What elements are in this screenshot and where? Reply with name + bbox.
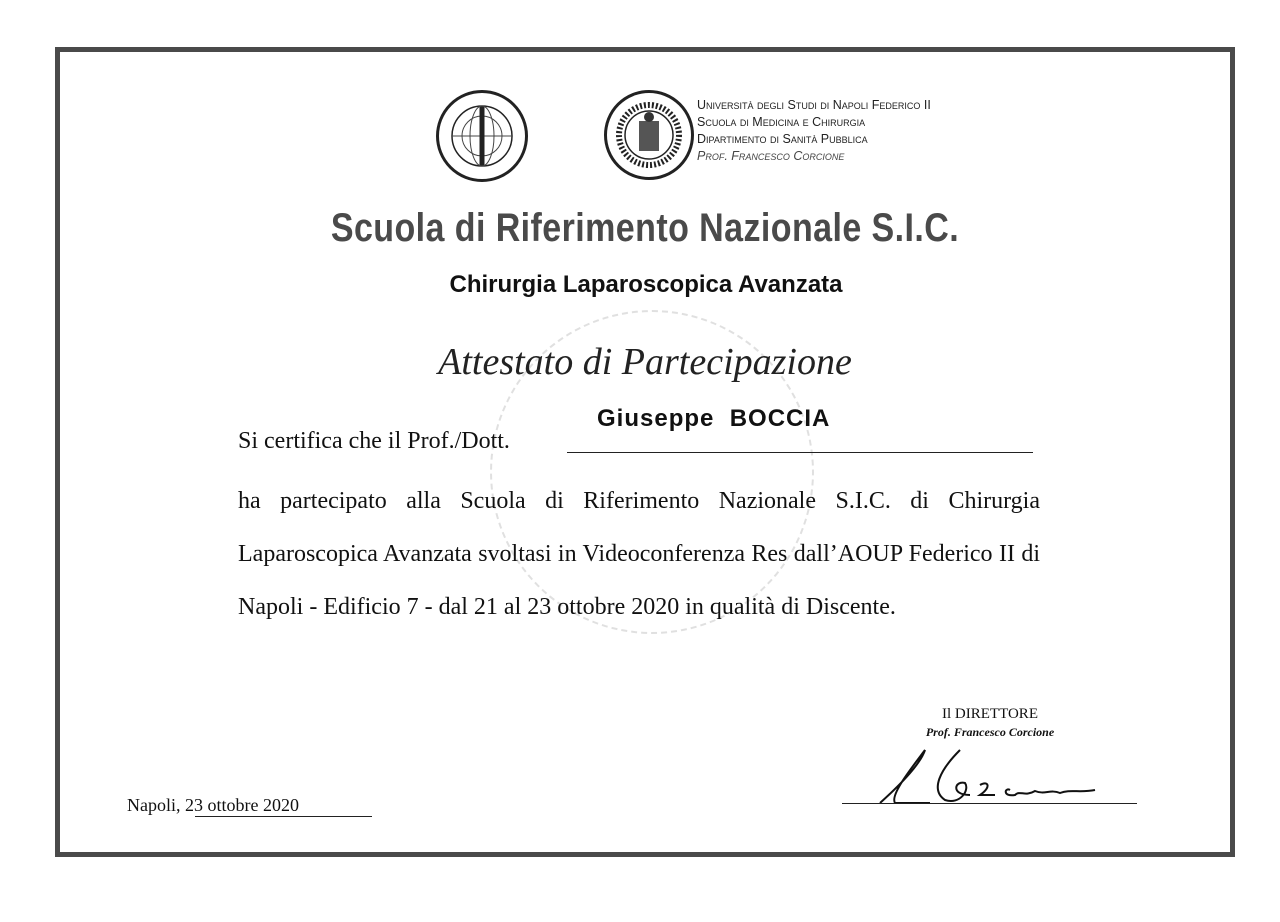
university-name: Università degli Studi di Napoli Federico II [697, 98, 931, 112]
signatory-role: Il DIRETTORE [942, 706, 1038, 722]
certificate-heading: Attestato di Partecipazione [438, 341, 852, 383]
professor-name: Prof. Francesco Corcione [697, 149, 845, 163]
globe-icon [439, 93, 525, 179]
school-title: Scuola di Riferimento Nazionale S.I.C. [330, 206, 960, 250]
certify-label: Si certifica che il Prof./Dott. [238, 428, 510, 454]
signatory-name: Prof. Francesco Corcione [925, 725, 1055, 739]
place-date [127, 795, 299, 816]
department-name: Dipartimento di Sanità Pubblica [697, 132, 868, 146]
sic-seal-logo [436, 90, 528, 182]
recipient-name: Giuseppe BOCCIA [597, 405, 831, 432]
course-subtitle: Chirurgia Laparoscopica Avanzata [449, 271, 843, 298]
emperor-seal-icon [607, 93, 691, 177]
certificate-body: ha partecipato alla Scuola di Riferimento Nazionale S.I.C. di Chirurgia Laparoscopica Avanzata svoltasi in Videoconferenza Res dall’AOUP Federico II di Napoli - Edificio 7 - dal 21 al 23 ottobre 2020 in qualità di Discente. [238, 488, 1040, 620]
date-underline [195, 816, 372, 817]
name-underline [567, 452, 1033, 453]
signature-line [842, 803, 1137, 804]
school-name: Scuola di Medicina e Chirurgia [697, 115, 866, 129]
place: Napoli, [127, 795, 185, 815]
date: 23 ottobre 2020 [185, 795, 299, 815]
university-header [697, 97, 931, 165]
signature-icon [870, 745, 1120, 810]
federico-seal-logo [604, 90, 694, 180]
